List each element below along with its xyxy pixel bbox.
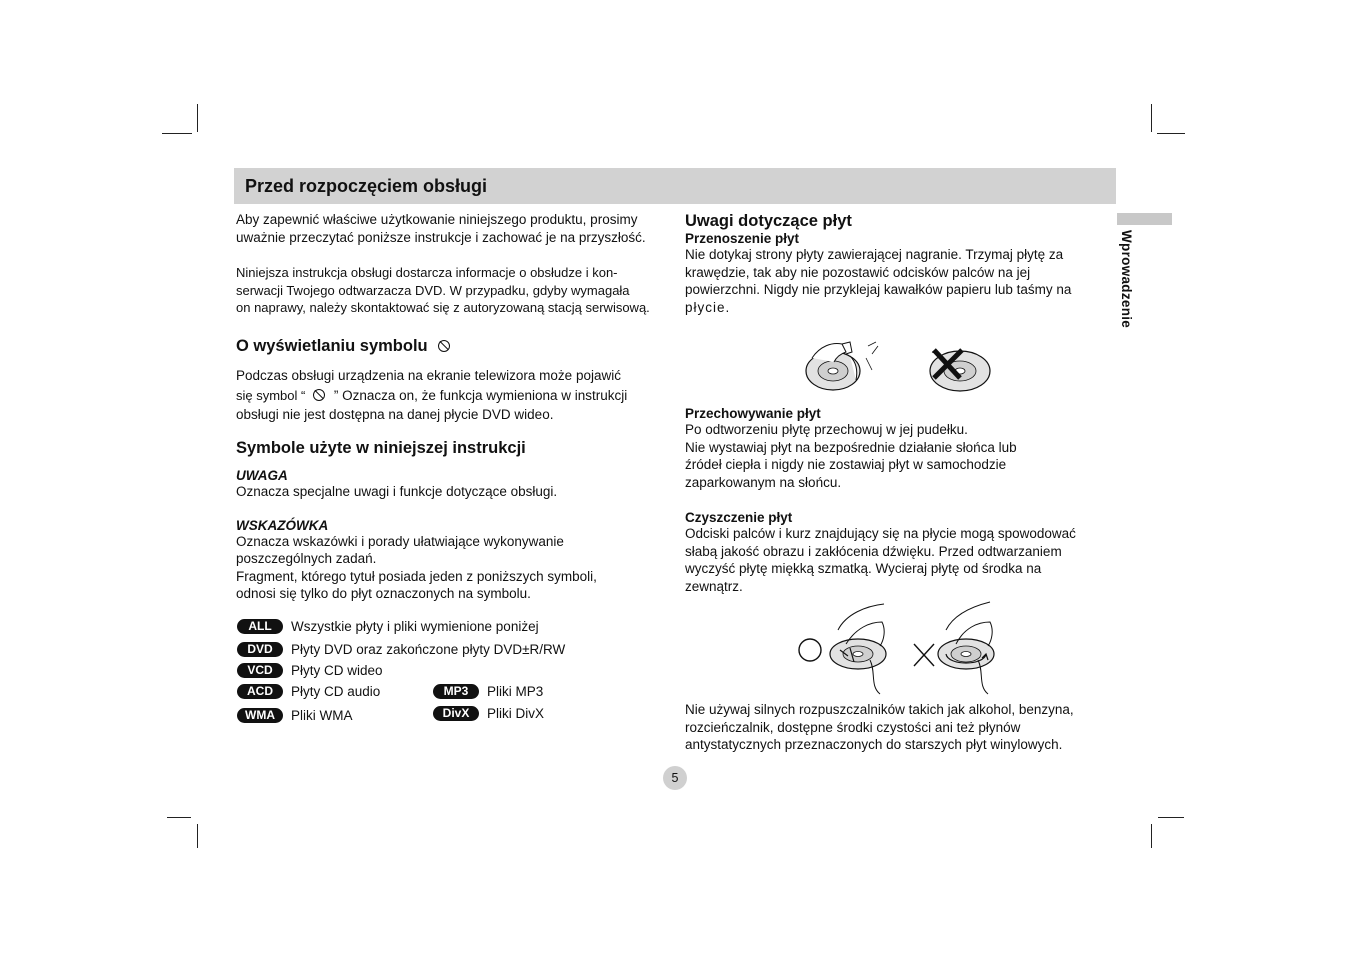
disc-wrong-icon: [930, 350, 990, 391]
disc-type-dvd: [237, 642, 565, 657]
left-column: [236, 211, 676, 603]
prohibited-icon: [438, 340, 450, 352]
side-tab-label: Wprowadzenie: [1119, 230, 1134, 329]
side-tab-marker: [1117, 213, 1172, 225]
symbols-heading: Symbole użyte w niniejszej instrukcji: [236, 439, 526, 457]
disc-wipe-wrong-icon: [938, 602, 994, 694]
symbol-text: Podczas obsługi urządzenia na ekranie telewizora może pojawić: [236, 367, 621, 383]
symbol-text: obsługi nie jest dostępna na danej płycie DVD wideo.: [236, 406, 554, 422]
intro-line: serwacji Twojego odtwarzacza DVD. W przypadku, gdyby wymagała: [236, 282, 630, 298]
fragment-text: Fragment, którego tytuł posiada jeden z poniższych symboli,: [236, 568, 597, 584]
badge-mp3: MP3: [433, 684, 479, 699]
intro-line: Niniejsza instrukcja obsługi dostarcza informacje o obsłudze i kon-: [236, 265, 618, 280]
crop-mark: [1151, 824, 1152, 848]
symbol-heading: [236, 337, 676, 356]
disc-type-divx: [433, 706, 544, 721]
disc-type-wma: [237, 708, 353, 723]
wrong-cross-icon: [914, 644, 934, 666]
storage-text: Nie wystawiaj płyt na bezpośrednie działanie słońca lub: [685, 439, 1017, 455]
disc-type-vcd: [237, 663, 383, 678]
wskazowka-text: poszczególnych zadań.: [236, 551, 377, 566]
badge-all: ALL: [237, 619, 283, 634]
storage-text: Po odtworzeniu płytę przechowuj w jej pudełku.: [685, 422, 968, 437]
section-header: [234, 168, 1116, 204]
symbol-text: [236, 386, 676, 406]
storage-heading: Przechowywanie płyt: [685, 406, 821, 421]
badge-acd: ACD: [237, 684, 283, 699]
symbol-text-part: się symbol “: [236, 387, 306, 403]
intro-line: on naprawy, należy skontaktować się z autoryzowaną stacją serwisową.: [236, 300, 650, 315]
intro-line: Aby zapewnić właściwe użytkowanie niniejszego produktu, prosimy: [236, 212, 638, 227]
prohibited-icon: [313, 389, 325, 401]
crop-mark: [167, 817, 191, 818]
disc-type-text: Płyty DVD oraz zakończone płyty DVD±R/RW: [291, 642, 566, 657]
storage-text: źródeł ciepła i nigdy nie zostawiaj płyt w samochodzie: [685, 457, 1007, 472]
cleaning-section: [685, 510, 1125, 595]
cleaning-text: zewnątrz.: [685, 578, 743, 594]
badge-dvd: DVD: [237, 642, 283, 657]
badge-wma: WMA: [237, 708, 283, 723]
solvent-text: antystatycznych przeznaczonych do starszych płyt winylowych.: [685, 737, 1063, 752]
disc-type-text: Płyty CD wideo: [291, 663, 383, 678]
handling-text: płycie.: [685, 299, 731, 315]
disc-type-text: Płyty CD audio: [291, 684, 381, 699]
disc-type-text: Pliki DivX: [487, 706, 545, 721]
handling-text: krawędzie, tak aby nie pozostawić odcisków palców na jej: [685, 264, 1031, 280]
page-title: Przed rozpoczęciem obsługi: [245, 176, 488, 196]
solvent-warning: [685, 701, 1135, 754]
disc-notes-heading: Uwagi dotyczące płyt: [685, 212, 852, 230]
uwaga-text: Oznacza specjalne uwagi i funkcje dotyczące obsługi.: [236, 484, 558, 499]
fragment-text: odnosi się tylko do płyt oznaczonych na symbolu.: [236, 586, 531, 601]
disc-held-icon: [806, 342, 878, 390]
crop-mark: [197, 824, 198, 848]
handling-heading: Przenoszenie płyt: [685, 231, 800, 246]
crop-mark: [1158, 817, 1184, 818]
intro-line: uważnie przeczytać poniższe instrukcje i zachować je na przyszłość.: [236, 229, 646, 245]
crop-mark: [197, 104, 198, 132]
page-number: 5: [663, 766, 687, 790]
correct-circle-icon: [799, 639, 821, 661]
storage-text: zaparkowanym na słońcu.: [685, 474, 842, 490]
symbol-text-part: ” Oznacza on, że funkcja wymieniona w instrukcji: [333, 387, 628, 403]
badge-vcd: VCD: [237, 663, 283, 678]
cleaning-text: Odciski palców i kurz znajdujący się na płycie mogą spowodować: [685, 526, 1076, 541]
symbol-heading-text: O wyświetlaniu symbolu: [236, 336, 428, 355]
disc-wipe-correct-icon: [830, 604, 886, 694]
disc-type-text: Wszystkie płyty i pliki wymienione poniżej: [291, 619, 539, 634]
crop-mark: [1151, 104, 1152, 132]
cleaning-heading: Czyszczenie płyt: [685, 510, 793, 525]
disc-type-all: [237, 619, 539, 634]
wskazowka-text: Oznacza wskazówki i porady ułatwiające wykonywanie: [236, 533, 564, 549]
disc-handling-illustration: [800, 340, 1000, 396]
solvent-text: Nie używaj silnych rozpuszczalników takich jak alkohol, benzyna,: [685, 702, 1074, 717]
wskazowka-label: WSKAZÓWKA: [236, 517, 329, 533]
disc-type-text: Pliki MP3: [487, 684, 544, 699]
cleaning-text: wyczyść płytę miękką szmatką. Wycieraj płytę od środka na: [685, 561, 1042, 576]
handling-text: powierzchni. Nigdy nie przyklejaj kawałków papieru lub taśmy na: [685, 282, 1072, 297]
disc-type-text: Pliki WMA: [291, 708, 353, 723]
cleaning-text: słabą jakość obrazu i zakłócenia dźwięku. Przed odtwarzaniem: [685, 543, 1062, 559]
disc-type-acd: [237, 684, 380, 699]
storage-section: [685, 406, 1125, 491]
uwaga-label: UWAGA: [236, 468, 288, 483]
solvent-text: rozcieńczalnik, dostępne środki czystości ani też płynów: [685, 719, 1021, 735]
crop-mark: [1157, 133, 1185, 134]
badge-divx: DivX: [433, 706, 479, 721]
disc-type-mp3: [433, 684, 543, 699]
right-column: [685, 212, 1125, 316]
crop-mark: [162, 133, 192, 134]
handling-text: Nie dotykaj strony płyty zawierającej nagranie. Trzymaj płytę za: [685, 247, 1064, 262]
disc-cleaning-illustration: [796, 600, 1008, 696]
